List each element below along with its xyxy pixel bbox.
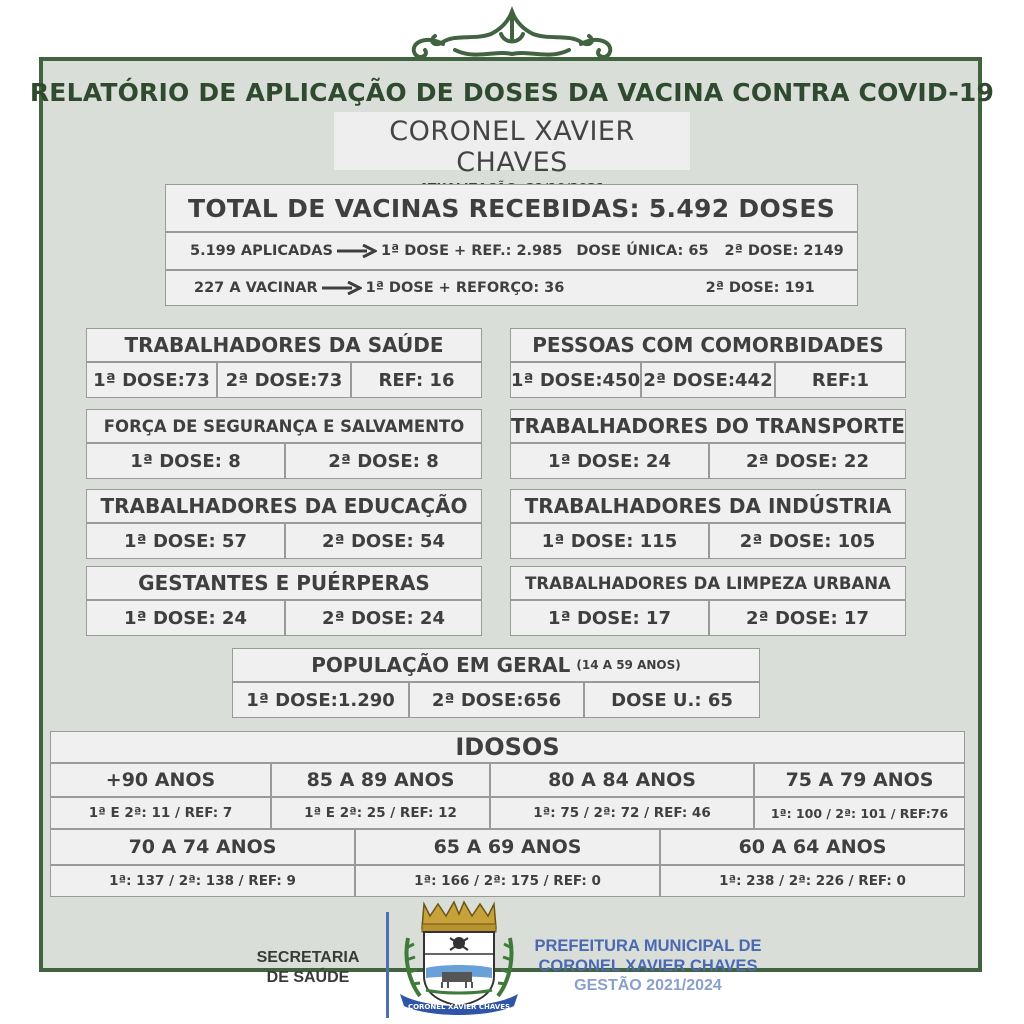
industry-title: TRABALHADORES DA INDÚSTRIA [510, 489, 906, 523]
general-population-dose1: 1ª DOSE:1.290 [232, 682, 409, 718]
education-dose1: 1ª DOSE: 57 [86, 523, 285, 559]
crest-ribbon-text: CORONEL XAVIER CHAVES [407, 1003, 511, 1011]
security-title: FORÇA DE SEGURANÇA E SALVAMENTO [86, 409, 482, 443]
elderly-age-60-64: 60 A 64 ANOS [660, 829, 965, 865]
elderly-age-85-89: 85 A 89 ANOS [271, 763, 490, 797]
applied-single-dose: DOSE ÚNICA: 65 [576, 243, 709, 259]
footer-divider [386, 912, 389, 1018]
elderly-values-80-84: 1ª: 75 / 2ª: 72 / REF: 46 [490, 797, 754, 829]
municipal-crest-logo [398, 898, 520, 1018]
secretariat-line-1: SECRETARIA [256, 949, 360, 966]
city-name: CORONEL XAVIER CHAVES [389, 116, 635, 178]
health-secretariat-label [236, 948, 380, 988]
cleaning-title: TRABALHADORES DA LIMPEZA URBANA [510, 566, 906, 600]
elderly-values-60-64: 1ª: 238 / 2ª: 226 / REF: 0 [660, 865, 965, 897]
city-hall-line-2: CORONEL XAVIER CHAVES [538, 957, 758, 975]
industry-dose1: 1ª DOSE: 115 [510, 523, 709, 559]
comorbidities-title: PESSOAS COM COMORBIDADES [510, 328, 906, 362]
general-population-single-dose: DOSE U.: 65 [584, 682, 760, 718]
pregnant-title: GESTANTES E PUÉRPERAS [86, 566, 482, 600]
transport-title: TRABALHADORES DO TRANSPORTE [510, 409, 906, 443]
elderly-values-75-79: 1ª: 100 / 2ª: 101 / REF:76 [754, 797, 965, 829]
elderly-values-65-69: 1ª: 166 / 2ª: 175 / REF: 0 [355, 865, 660, 897]
pending-label: 227 A VACINAR [194, 280, 318, 296]
comorbidities-dose1: 1ª DOSE:450 [510, 362, 641, 398]
cleaning-dose1: 1ª DOSE: 17 [510, 600, 709, 636]
general-population-title [232, 648, 760, 682]
elderly-age-90plus: +90 ANOS [50, 763, 271, 797]
security-dose1: 1ª DOSE: 8 [86, 443, 285, 479]
applied-second-dose: 2ª DOSE: 2149 [724, 243, 844, 259]
industry-dose2: 2ª DOSE: 105 [709, 523, 906, 559]
health-workers-dose2: 2ª DOSE:73 [217, 362, 351, 398]
administration-term: GESTÃO 2021/2024 [574, 977, 722, 994]
total-doses-title: TOTAL DE VACINAS RECEBIDAS: 5.492 DOSES [165, 184, 858, 232]
applied-row [165, 232, 858, 270]
secretariat-line-2: DE SAÚDE [266, 969, 350, 986]
security-dose2: 2ª DOSE: 8 [285, 443, 482, 479]
elderly-values-70-74: 1ª: 137 / 2ª: 138 / REF: 9 [50, 865, 355, 897]
comorbidities-dose2: 2ª DOSE:442 [641, 362, 775, 398]
general-population-label: POPULAÇÃO EM GERAL [311, 653, 571, 677]
arrow-right-icon [337, 244, 377, 258]
general-population-dose2: 2ª DOSE:656 [409, 682, 584, 718]
pending-second-dose: 2ª DOSE: 191 [705, 280, 815, 296]
elderly-age-70-74: 70 A 74 ANOS [50, 829, 355, 865]
health-workers-ref: REF: 16 [351, 362, 482, 398]
city-header [334, 112, 690, 178]
elderly-title: IDOSOS [50, 731, 965, 763]
pending-first-dose: 1ª DOSE + REFORÇO: 36 [365, 280, 565, 296]
city-hall-label [520, 936, 776, 996]
pregnant-dose2: 2ª DOSE: 24 [285, 600, 482, 636]
applied-label: 5.199 APLICADAS [190, 243, 333, 259]
elderly-age-65-69: 65 A 69 ANOS [355, 829, 660, 865]
city-hall-line-1: PREFEITURA MUNICIPAL DE [534, 937, 762, 955]
general-population-age-range: (14 A 59 ANOS) [576, 658, 681, 672]
comorbidities-ref: REF:1 [775, 362, 906, 398]
elderly-values-85-89: 1ª E 2ª: 25 / REF: 12 [271, 797, 490, 829]
elderly-age-80-84: 80 A 84 ANOS [490, 763, 754, 797]
education-dose2: 2ª DOSE: 54 [285, 523, 482, 559]
arrow-right-icon [322, 281, 362, 295]
elderly-values-90plus: 1ª E 2ª: 11 / REF: 7 [50, 797, 271, 829]
pending-row [165, 270, 858, 306]
elderly-age-75-79: 75 A 79 ANOS [754, 763, 965, 797]
transport-dose2: 2ª DOSE: 22 [709, 443, 906, 479]
health-workers-title: TRABALHADORES DA SAÚDE [86, 328, 482, 362]
pregnant-dose1: 1ª DOSE: 24 [86, 600, 285, 636]
education-title: TRABALHADORES DA EDUCAÇÃO [86, 489, 482, 523]
transport-dose1: 1ª DOSE: 24 [510, 443, 709, 479]
health-workers-dose1: 1ª DOSE:73 [86, 362, 217, 398]
applied-first-dose: 1ª DOSE + REF.: 2.985 [380, 243, 563, 259]
cleaning-dose2: 2ª DOSE: 17 [709, 600, 906, 636]
report-title: RELATÓRIO DE APLICAÇÃO DE DOSES DA VACINA CONTRA COVID-19 [29, 78, 995, 107]
